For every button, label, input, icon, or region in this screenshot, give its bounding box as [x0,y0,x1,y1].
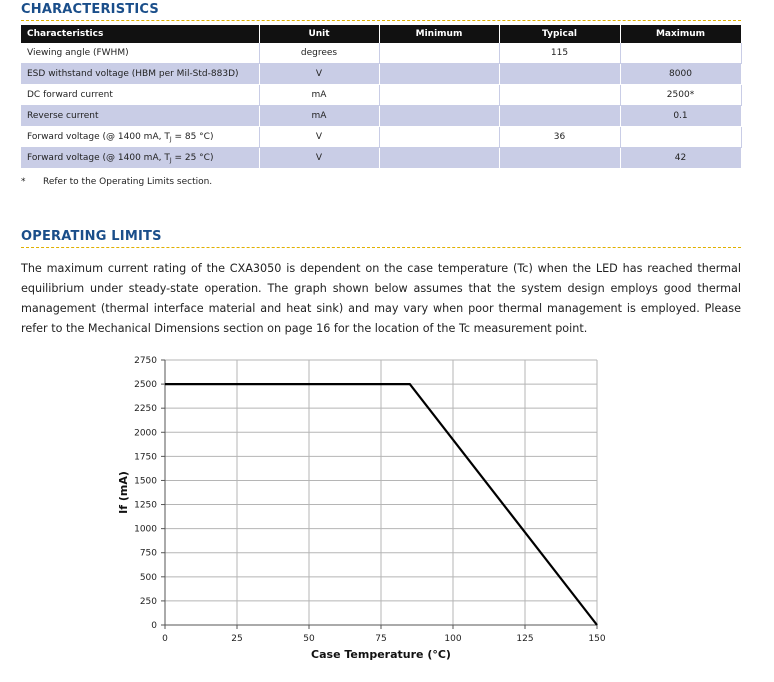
cell-min [379,43,499,64]
cell-unit: mA [259,106,379,127]
characteristics-heading: CHARACTERISTICS [21,2,159,17]
y-tick-label: 500 [139,572,157,583]
column-header-minimum: Minimum [379,25,499,43]
x-tick-label: 100 [444,634,462,644]
cell-unit: mA [259,85,379,106]
cell-name-text: Forward voltage (@ 1400 mA, T [27,152,170,163]
table-row [21,64,741,85]
x-tick-label: 150 [588,634,606,644]
y-tick-label: 250 [139,596,157,607]
column-header-unit: Unit [259,25,379,43]
cell-max: 42 [620,148,741,169]
cell-min [379,85,499,106]
y-tick-label: 2000 [134,428,157,439]
column-header-maximum: Maximum [620,25,741,43]
table-row [21,85,741,106]
table-row [21,43,741,64]
cell-typ [499,64,620,85]
x-tick-label: 75 [375,634,387,644]
cell-typ [499,106,620,127]
characteristics-table [21,25,742,169]
column-header-typical: Typical [499,25,620,43]
cell-max: 2500* [620,85,741,106]
cell-typ: 115 [499,43,620,64]
cell-name [21,127,259,148]
cell-unit: degrees [259,43,379,64]
y-tick-label: 2250 [134,404,157,415]
table-footnote [21,177,212,187]
cell-min [379,64,499,85]
cell-min [379,127,499,148]
y-tick-label: 1000 [134,524,157,535]
footnote-marker: * [21,177,26,187]
cell-name-text-end: = 25 °C) [171,152,214,163]
cell-name: ESD withstand voltage (HBM per Mil-Std-883D) [21,64,259,85]
cell-min [379,106,499,127]
y-tick-label: 2500 [134,380,157,391]
y-tick-label: 1500 [134,476,157,487]
column-header-characteristics: Characteristics [21,25,259,43]
x-axis-label: Case Temperature (°C) [311,648,451,661]
y-tick-label: 0 [151,621,157,631]
x-tick-label: 50 [303,634,315,644]
cell-unit: V [259,64,379,85]
cell-name-text: Forward voltage (@ 1400 mA, T [27,131,170,142]
cell-name: Viewing angle (FWHM) [21,43,259,64]
x-tick-label: 25 [231,634,243,644]
characteristics-divider [21,20,741,21]
x-tick-label: 0 [162,634,168,644]
cell-unit: V [259,127,379,148]
cell-typ [499,85,620,106]
cell-name [21,148,259,169]
y-tick-label: 1750 [134,452,157,463]
cell-max [620,43,741,64]
cell-name-text-end: = 85 °C) [171,131,214,142]
cell-name-subscript: J [169,156,172,164]
cell-typ [499,148,620,169]
operating-limits-divider [21,247,741,248]
table-row [21,148,741,169]
footnote-text: Refer to the Operating Limits section. [43,177,213,187]
cell-max: 8000 [620,64,741,85]
cell-unit: V [259,148,379,169]
y-axis-label: If (mA) [117,471,130,514]
table-header-row [21,25,741,43]
cell-max [620,127,741,148]
operating-limits-paragraph: The maximum current rating of the CXA3050 is dependent on the case temperature (Tc) when the LED has reached thermal equilibrium under steady-state operation. The graph shown below assumes that the system design employs good thermal management (thermal interface material and heat sink) and may vary when poor thermal management is employed. Please refer to the Mechanical Dimensions section on page 16 for the location of the Tc measurement point. [21,262,741,335]
cell-max: 0.1 [620,106,741,127]
x-tick-label: 125 [516,634,534,644]
y-tick-label: 1250 [134,500,157,511]
cell-typ: 36 [499,127,620,148]
cell-name-subscript: J [169,135,172,143]
y-tick-label: 2750 [134,356,157,366]
derating-chart [100,350,620,670]
y-tick-label: 750 [139,548,157,559]
cell-min [379,148,499,169]
table-row [21,106,741,127]
cell-name: Reverse current [21,106,259,127]
operating-limits-heading: OPERATING LIMITS [21,229,162,244]
cell-name: DC forward current [21,85,259,106]
table-row [21,127,741,148]
